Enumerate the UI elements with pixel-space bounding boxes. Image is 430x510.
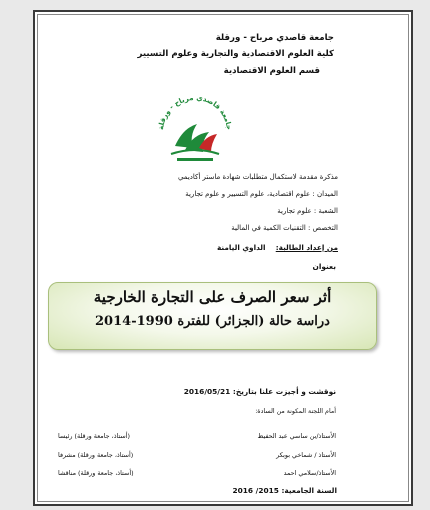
prepared-by-label: من إعداد الطالبة: — [275, 243, 338, 252]
jury-member-name: الأستاذ/سلامي احمد — [283, 469, 336, 477]
university-logo — [153, 88, 237, 170]
logo-arc-text: جامعة قاصدي مرباح - ورقلة — [157, 93, 233, 131]
titled-label: بعنوان — [312, 262, 336, 271]
branch-line: الشعبة : علوم تجارية — [277, 207, 338, 215]
jury-member-role: (أستاذ، جامعة ورقلة) مشرفا — [58, 451, 134, 459]
faculty-name: كلية العلوم الاقتصادية والتجارية وعلوم التسيير — [137, 49, 334, 59]
specialty-line: التخصص : التقنيات الكمية في المالية — [231, 224, 338, 232]
title-box — [48, 282, 377, 350]
thesis-title: أثر سعر الصرف على التجارة الخارجية — [93, 288, 332, 306]
prepared-by-line — [217, 243, 338, 252]
jury-member-role: (أستاذ، جامعة ورقلة) مناقشا — [58, 469, 134, 477]
department-name: قسم العلوم الاقتصادية — [223, 66, 320, 76]
jury-intro: أمام اللجنة المكونة من السادة: — [255, 408, 336, 415]
memo-statement: مذكرة مقدمة لاستكمال متطلبات شهادة ماستر أكاديمي — [177, 173, 338, 181]
academic-year: السنة الجامعية: 2015/ 2016 — [232, 486, 337, 495]
jury-member-name: الأستاذ / شماخي بوبكر — [276, 451, 336, 459]
defense-date: نوقشت و أجيزت علنا بتاريخ: 2016/05/21 — [183, 387, 336, 396]
field-line: الميدان : علوم اقتصادية، علوم التسيير و علوم تجارية — [185, 190, 338, 198]
jury-member-name: الأستاذ/بن ساسي عبد الحفيظ — [257, 432, 336, 440]
thesis-subtitle: دراسة حالة (الجزائر) للفترة 1990-2014 — [95, 314, 330, 329]
university-name: جامعة قاصدي مرباح - ورقلة — [215, 33, 334, 43]
jury-member-role: (أستاذ، جامعة ورقلة) رئيسا — [58, 432, 131, 440]
student-name: الداوي اليامنة — [216, 243, 266, 252]
